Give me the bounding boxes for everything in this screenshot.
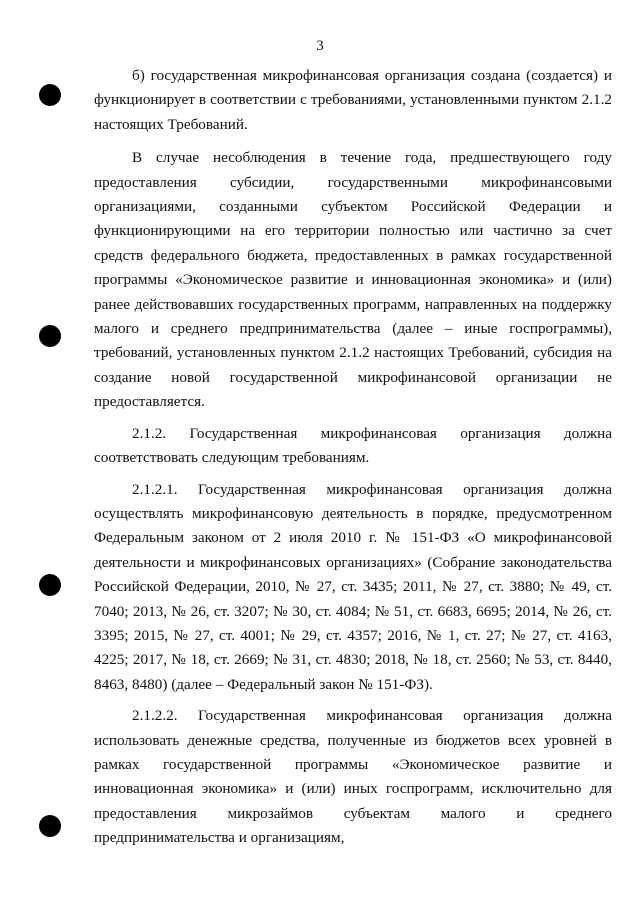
- paragraph-2-1-2-2: 2.1.2.2. Государственная микрофинансовая организация должна использовать денежные средства, полученные из бюджетов всех уровней в рамках государственной программы «Экономическое развитие и инновационная экономика» и (или) иных госпрограмм, исключительно для предоставления микрозаймов субъектам малого и среднего предпринимательства и организациям,: [94, 707, 612, 847]
- body-text: [94, 64, 612, 858]
- punch-hole-mark: [39, 574, 61, 596]
- paragraph-noncompliance: В случае несоблюдения в течение года, предшествующего году предоставления субсидии, государственными микрофинансовыми организациями, созданными субъектом Российской Федерации и функционирующими на его территории полностью или частично за счет средств федерального бюджета, предоставленных в рамках государственной программы «Экономическое развитие и инновационная экономика» и (или) ранее действовавших государственных программ, направленных на поддержку малого и среднего предпринимательства (далее – иные госпрограммы), требований, установленных пунктом 2.1.2 настоящих Требований, субсидия на создание новой государственной микрофинансовой организации не предоставляется.: [94, 149, 612, 411]
- paragraph-2-1-2: 2.1.2. Государственная микрофинансовая организация должна соответствовать следующим требованиям.: [94, 424, 612, 467]
- page-number: 3: [316, 38, 324, 54]
- punch-hole-mark: [39, 325, 61, 347]
- paragraph-2-1-2-1: 2.1.2.1. Государственная микрофинансовая организация должна осуществлять микрофинансовую деятельность в порядке, предусмотренном Федеральным законом от 2 июля 2010 г. № 151-ФЗ «О микрофинансовой деятельности и микрофинансовых организациях» (Собрание законодательства Российской Федерации, 2010, № 27, ст. 3435; 2011, № 27, ст. 3880; № 49, ст. 7040; 2013, № 26, ст. 3207; № 30, ст. 4084; № 51, ст. 6683, 6695; 2014, № 26, ст. 3395; 2015, № 27, ст. 4001; № 29, ст. 4357; 2016, № 1, ст. 27; № 27, ст. 4163, 4225; 2017, № 18, ст. 2669; № 31, ст. 4830; 2018, № 18, ст. 2560; № 53, ст. 8440, 8463, 8480) (далее – Федеральный закон № 151-ФЗ).: [94, 480, 612, 693]
- paragraph-item-b: б) государственная микрофинансовая организация создана (создается) и функционирует в соответствии с требованиями, установленными пунктом 2.1.2 настоящих Требований.: [94, 67, 612, 133]
- punch-hole-mark: [39, 815, 61, 837]
- punch-hole-mark: [39, 84, 61, 106]
